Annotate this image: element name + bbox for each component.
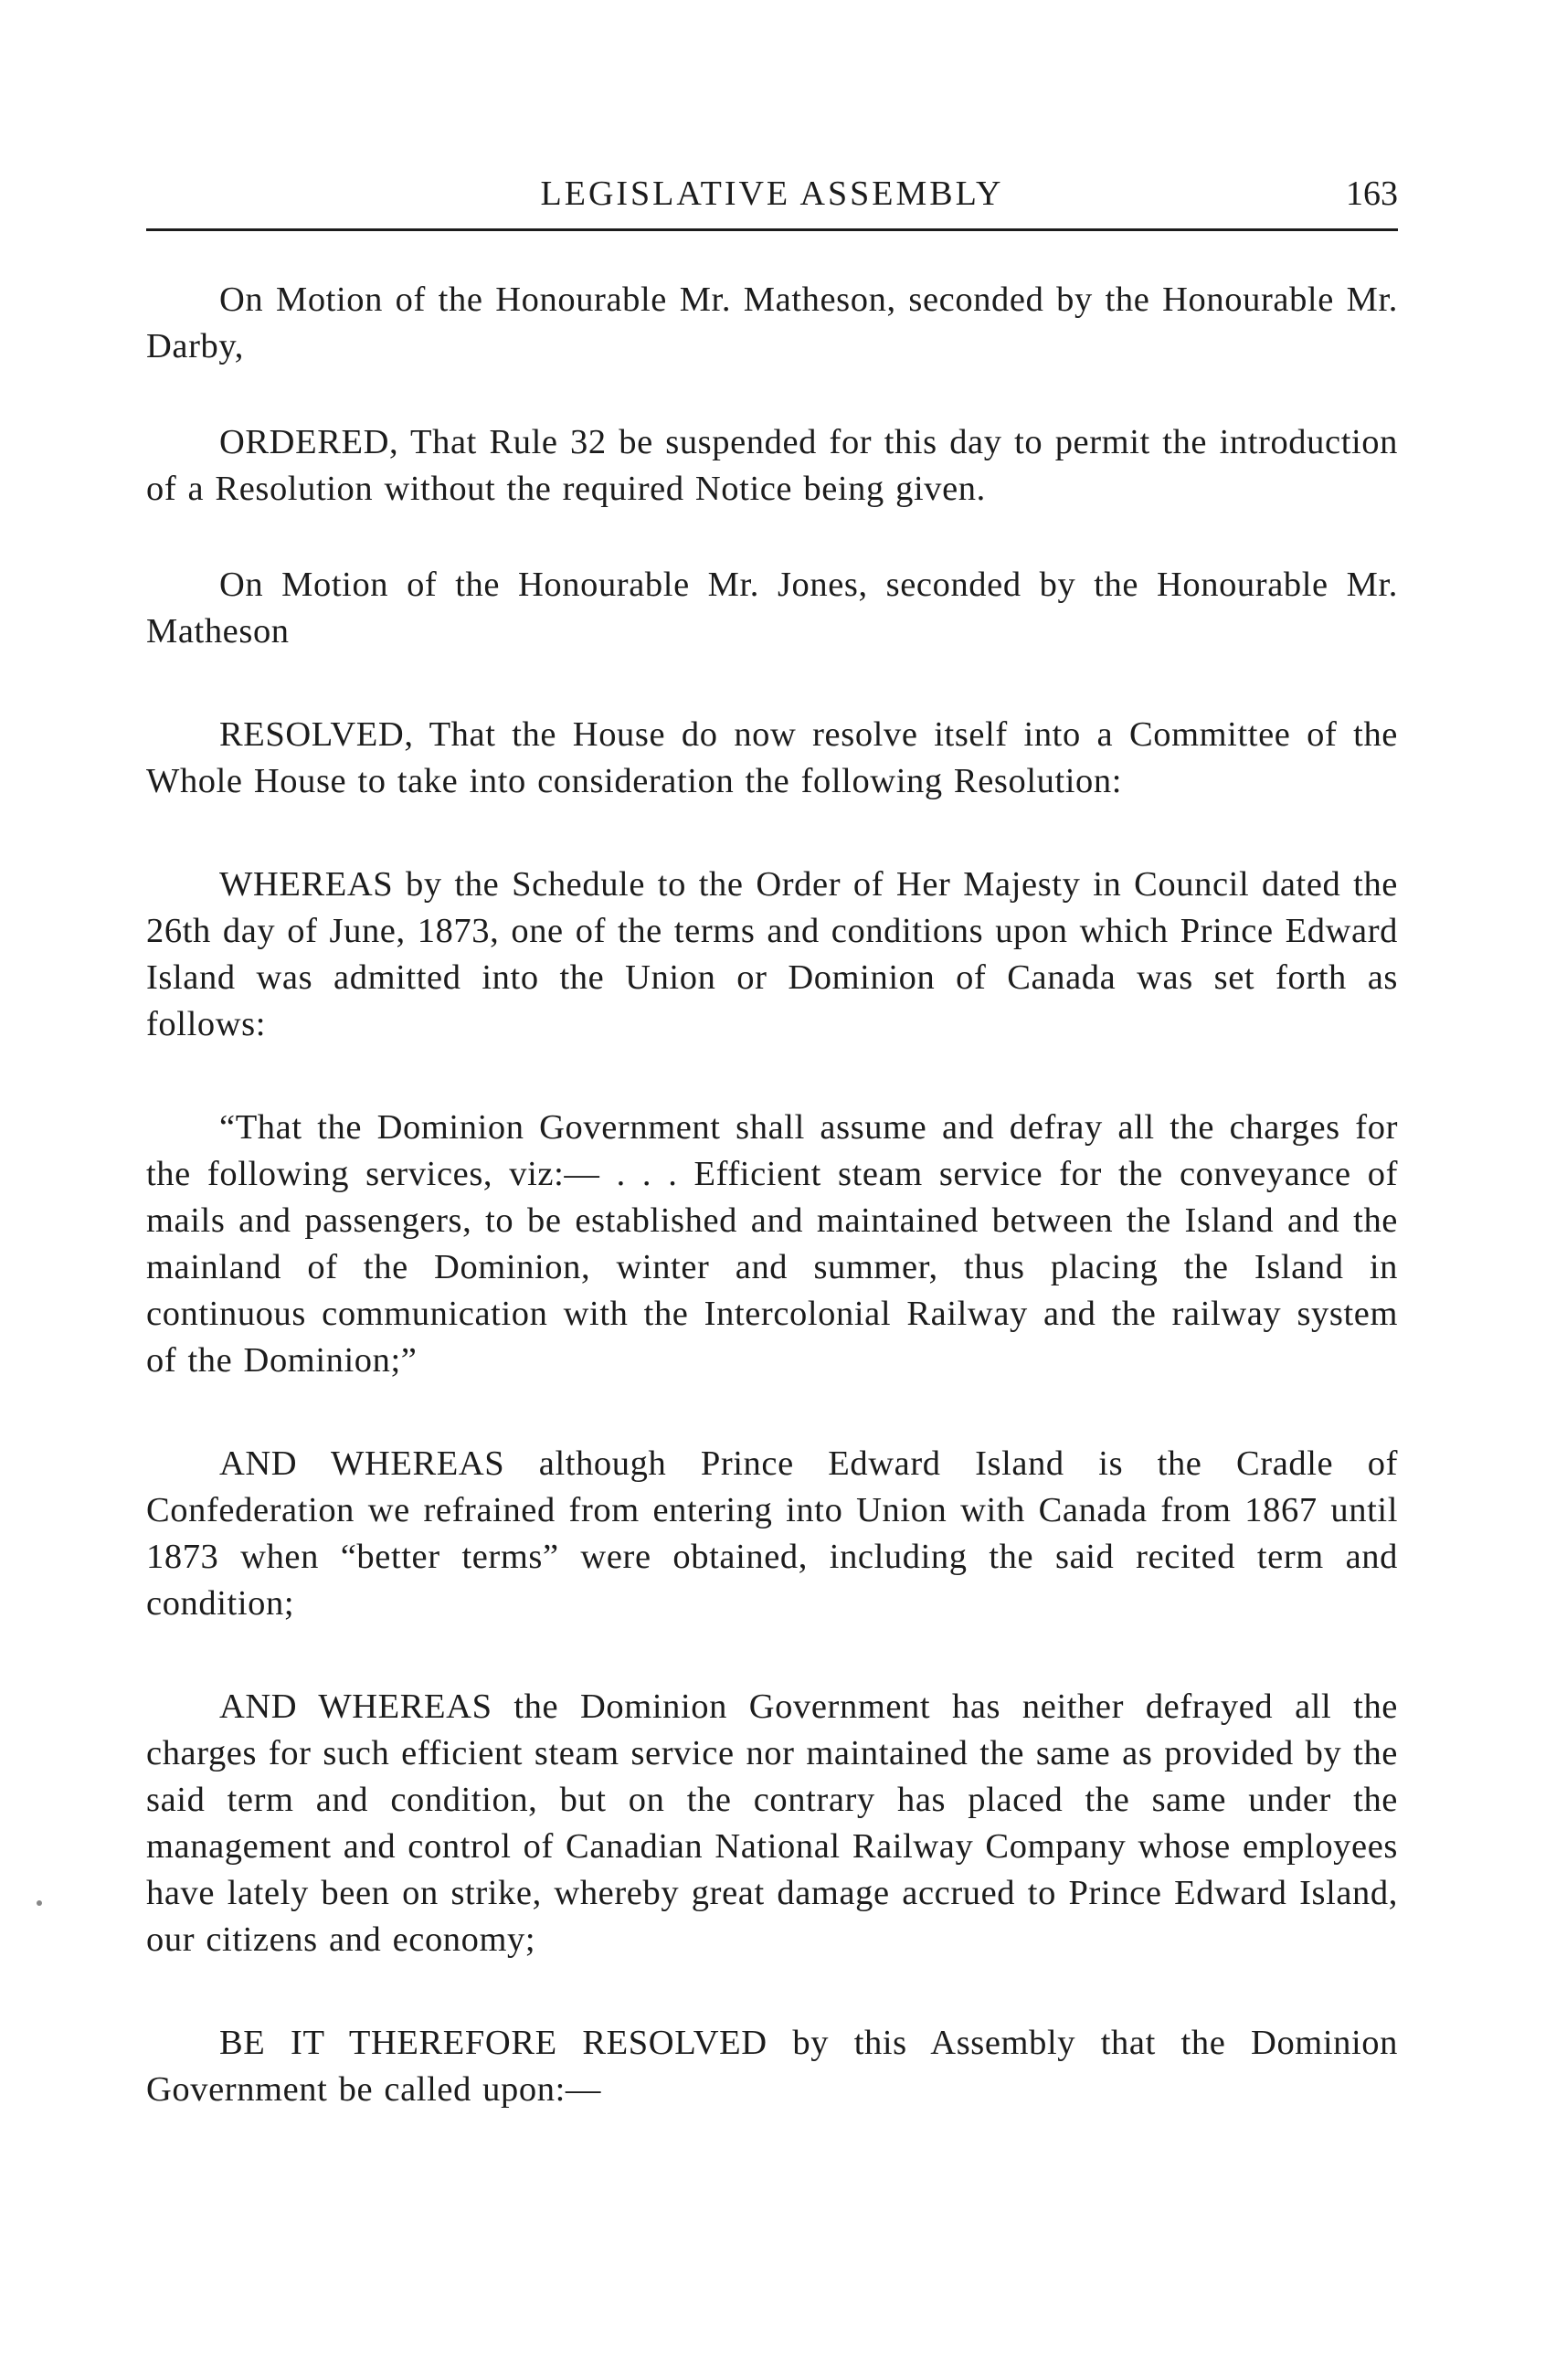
document-page [146,174,1398,2113]
motion-paragraph-2: On Motion of the Honourable Mr. Jones, seconded by the Honourable Mr. Matheson [146,566,1398,651]
whereas-paragraph-3: AND WHEREAS the Dominion Government has neither defrayed all the charges for such efficient steam service nor maintained the same as provided by the said term and condition, but on the contrary has placed the same under the management and control of Canadian National Railway Company whose employees have lately been on strike, whereby great damage accrued to Prince Edward Island, our citizens and economy; [146,1687,1398,1959]
page-number: 163 [1346,175,1398,213]
running-head: LEGISLATIVE ASSEMBLY [540,175,1004,213]
resolved-paragraph: RESOLVED, That the House do now resolve itself into a Committee of the Whole House to take into consideration the following Resolution: [146,715,1398,800]
motion-paragraph-1: On Motion of the Honourable Mr. Matheson, seconded by the Honourable Mr. Darby, [146,280,1398,365]
be-it-resolved-paragraph: BE IT THEREFORE RESOLVED by this Assembly that the Dominion Government be called upon:— [146,2024,1398,2109]
whereas-paragraph-2: AND WHEREAS although Prince Edward Island is the Cradle of Confederation we refrained from entering into Union with Canada from 1867 until 1873 when “better terms” were obtained, including the said recited term and condition; [146,1444,1398,1623]
body-text [146,277,1398,2113]
ordered-paragraph: ORDERED, That Rule 32 be suspended for this day to permit the introduction of a Resolution without the required Notice being given. [146,423,1398,508]
quoted-term-paragraph: “That the Dominion Government shall assume and defray all the charges for the following services, viz:— . . . Efficient steam service for the conveyance of mails and passengers, to be established and maintained between the Island and the mainland of the Dominion, winter and summer, thus placing the Island in continuous communication with the Intercolonial Railway and the railway system of the Dominion;” [146,1108,1398,1380]
scan-speck [37,1900,42,1906]
page-header [146,174,1398,231]
whereas-paragraph-1: WHEREAS by the Schedule to the Order of Her Majesty in Council dated the 26th day of June, 1873, one of the terms and conditions upon which Prince Edward Island was admitted into the Union or Dominion of Canada was set forth as follows: [146,865,1398,1043]
